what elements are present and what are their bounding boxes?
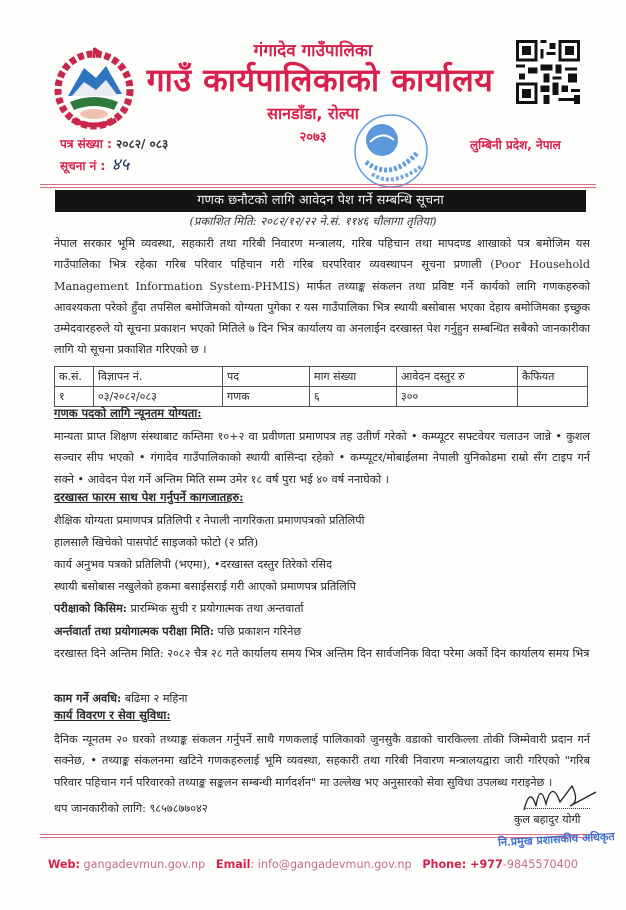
col-ad-number: विज्ञापन नं. — [94, 367, 223, 387]
table-header-row — [55, 367, 588, 387]
footer-web-link[interactable]: gangadevmun.gov.np — [83, 858, 206, 871]
intro-paragraph: नेपाल सरकार भूमि व्यवस्था, सहकारी तथा गरिबी निवारण मन्त्रालय, गरिब पहिचान तथा मापदण्ड शाखाको पत्र बमोजिम यस गाउँपालिका भित्र रहेका गरिब परिवार पहिचान गरी गरिब घरपरिवार व्यवस्थापन सूचना प्रणाली (Poor Household Management Information System-PHMIS) मार्फत तथ्याङ्क संकलन तथा प्रविष्ट गर्ने कार्यको लागि गणकहरुको आवश्यकता परेको हुँदा तपसिल बमोजिमको योग्यता पुगेका र यस गाउँपालिका भित्र स्थायी बसोबास भएका देहाय बमोजिमका इच्छुक उम्मेदवारहरुले यो सूचना प्रकाशन भएको मितिले ७ दिन भित्र कार्यालय वा अनलाईन दरखास्त पेश गर्नुहुन सम्बन्धित सबैको जानकारीका लागि यो सूचना प्रकाशित गरिएको छ । — [54, 237, 590, 357]
letter-number — [60, 135, 168, 152]
footer-phone-label: Phone: +977 — [422, 858, 503, 871]
signatory-name: कुल बहादुर योगी — [514, 813, 581, 826]
documents-heading: दरखास्त फारम साथ पेश गर्नुपर्ने कागजातहरु: — [54, 490, 244, 504]
exam-type-label: परीक्षाको किसिम: — [54, 601, 127, 615]
exam-type — [54, 598, 304, 619]
notice-number — [60, 152, 129, 175]
office-title: गाउँ कार्यपालिकाको कार्यालय — [146, 61, 494, 99]
service-heading: कार्य विवरण र सेवा सुविधा: — [54, 708, 171, 722]
qualification-text: मान्यता प्राप्त शिक्षण संस्थाबाट कम्तिमा १०+२ वा प्रवीणता प्रमाणपत्र तह उतीर्ण गरेको • कम्प्यूटर सफ्टवेयर चलाउन जान्ने • कुशल सञ्चार सीप भएको • गंगादेव गाउँपालिकाको स्थायी बासिन्दा रहेको • कम्प्यूटर/मोबाईलमा नेपाली युनिकोडमा राम्रो सँग टाइप गर्न सक्ने • आवेदन पेश गर्ने अन्तिम मिति सम्म उमेर १८ वर्ष पुरा भई ४० वर्ष ननाघेको । — [54, 430, 590, 486]
document-item: कार्य अनुभव पत्रको प्रतिलिपी (भएमा), •दरखास्त दस्तुर तिरेको रसिद — [54, 558, 333, 571]
col-post: पद — [223, 367, 310, 387]
work-duration-value: बढिमा २ महिना — [124, 692, 188, 705]
exam-date-value: पछि प्रकाशन गरिनेछ — [217, 625, 302, 638]
header-divider — [40, 187, 596, 188]
cell-demand: ६ — [310, 387, 397, 407]
document-item: शैक्षिक योग्यता प्रमाणपत्र प्रतिलिपी र नेपाली नागरिकता प्रमाणपत्रको प्रतिलिपी — [54, 514, 365, 527]
letter-number-label: पत्र संख्या : — [60, 137, 112, 151]
cell-fee: ३०० — [397, 387, 518, 407]
qualification-heading: गणक पदको लागि न्यूनतम योग्यता: — [54, 406, 202, 420]
contact-info: थप जानकारीको लागि: ९८५७८७७०४२ — [54, 802, 208, 815]
service-text: दैनिक न्यूनतम २० घरको तथ्याङ्क संकलन गर्नुपर्ने साथै गणकलाई पालिकाको जुनसुकै वडाको चारकिल्ला तोकी जिम्मेवारी प्रदान गर्न सक्नेछ, • तथ्याङ्क संकलनमा खटिने गणकहरुलाई भूमि व्यवस्था, सहकारी तथा गरिबी निवारण मन्त्रालयद्वारा जारी गरिएको "गरिब परिवार पहिचान गर्न परिवारको तथ्याङ्क सङ्कलन सम्बन्धी मार्गदर्शन" मा उल्लेख भए अनुसारको सेवा सुविधा उपलब्ध गराइनेछ । — [54, 733, 590, 789]
established-year: २०७३ — [299, 130, 327, 145]
signature-line — [524, 808, 590, 809]
notice-number-value: ४५ — [111, 155, 130, 175]
vacancy-table — [54, 366, 588, 407]
footer-email-link[interactable]: : info@gangadevmun.gov.np — [250, 858, 412, 871]
col-demand: माग संख्या — [310, 367, 397, 387]
footer-web-label: Web: — [47, 858, 80, 871]
header-divider — [40, 184, 596, 185]
letter-number-value: २०८२/ ०८३ — [115, 137, 169, 151]
exam-date-label: अर्न्तवार्ता तथा प्रयोगात्मक परीक्षा मिति: — [54, 624, 214, 638]
signature-icon — [520, 776, 600, 816]
designation-stamp: नि.प्रमुख प्रशासकीय अधिकृत — [497, 829, 615, 850]
exam-type-value: प्रारम्भिक सुची र प्रयोगात्मक तथा अन्तवार्ता — [130, 602, 304, 615]
cell-ad-number: ०३/२०८२/०८३ — [94, 387, 223, 407]
cell-remarks — [518, 387, 588, 407]
footer-email-label: Email — [215, 858, 251, 871]
col-remarks: कैफियत — [518, 367, 588, 387]
footer-contact — [0, 858, 626, 871]
footer-phone-value: -9845570400 — [502, 858, 579, 871]
cell-post: गणक — [223, 387, 310, 407]
document-item: स्थायी बसोबास नखुलेको हकमा बसाईसराई गरी आएको प्रमाणपत्र प्रतिलिपि — [54, 580, 356, 593]
exam-date — [54, 621, 301, 642]
office-seal-icon — [352, 112, 430, 190]
notice-number-label: सूचना नं : — [60, 159, 106, 173]
province-label: लुम्बिनी प्रदेश, नेपाल — [470, 138, 561, 152]
publish-date: (प्रकाशित मिति: २०८२/१२/२२ ने.सं. ११४६ चौलागा तृतिया) — [189, 214, 437, 228]
table-row — [55, 387, 588, 407]
cell-serial: १ — [55, 387, 94, 407]
work-duration — [54, 688, 187, 709]
work-duration-label: काम गर्ने अवधि: — [54, 691, 122, 705]
application-deadline: दरखास्त दिने अन्तिम मिति: २०८२ चैत्र २८ गते कार्यालय समय भित्र अन्तिम दिन सार्वजनिक विदा परेमा अर्को दिन कार्यालय समय भित्र — [54, 647, 590, 660]
notice-title-banner: गणक छनौटको लागि आवेदन पेश गर्ने सम्बन्धि सूचना — [55, 190, 586, 212]
municipality-name: गंगादेव गाउँपालिका — [253, 41, 373, 61]
office-address: सानडाँडा, रोल्पा — [267, 104, 359, 123]
col-fee: आवेदन दस्तुर रु — [397, 367, 518, 387]
col-serial: क.सं. — [55, 367, 94, 387]
document-item: हालसालै खिचेको पासपोर्ट साइजको फोटो (२ प्रति) — [54, 536, 259, 549]
